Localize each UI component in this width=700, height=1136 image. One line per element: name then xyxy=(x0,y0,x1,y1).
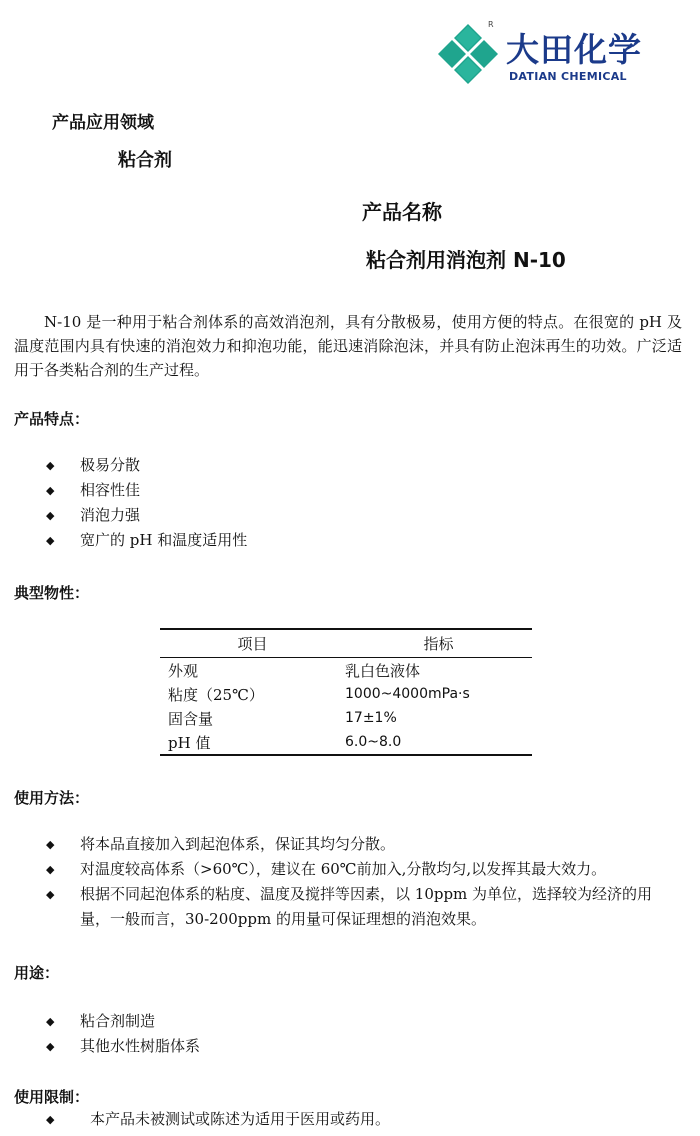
list-item: ◆ 相容性佳 xyxy=(46,478,682,503)
bullet-diamond-icon: ◆ xyxy=(46,838,55,851)
table-cell: 6.0~8.0 xyxy=(345,734,402,750)
restrictions-list xyxy=(46,1107,682,1132)
table-row xyxy=(160,706,532,730)
bullet-diamond-icon: ◆ xyxy=(46,459,55,472)
company-logo xyxy=(436,20,666,90)
table-header-row xyxy=(160,630,532,658)
list-item: ◆ 极易分散 xyxy=(46,453,682,478)
features-list xyxy=(46,453,682,553)
table-cell: 外观 xyxy=(168,661,199,680)
bullet-diamond-icon: ◆ xyxy=(46,1015,55,1028)
table-cell: 17±1% xyxy=(345,710,397,726)
table-cell: pH 值 xyxy=(168,733,211,752)
list-item: ◆ 粘合剂制造 xyxy=(46,1009,682,1034)
logo-name-en: DATIAN CHEMICAL xyxy=(509,70,627,83)
usage-title: 使用方法： xyxy=(14,789,90,807)
applications-title: 用途： xyxy=(14,964,60,982)
table-row xyxy=(160,730,532,754)
product-name-label: 产品名称 xyxy=(362,200,442,224)
logo-name-cn: 大田化学 xyxy=(506,30,642,69)
column-header-spec: 指标 xyxy=(345,630,532,658)
bullet-diamond-icon: ◆ xyxy=(46,484,55,497)
bullet-diamond-icon: ◆ xyxy=(46,534,55,547)
column-header-item: 项目 xyxy=(160,630,345,658)
table-cell: 乳白色液体 xyxy=(345,661,421,680)
registered-mark: R xyxy=(488,20,494,29)
table-row xyxy=(160,682,532,706)
properties-table xyxy=(160,628,532,756)
application-field-label: 产品应用领域 xyxy=(52,113,154,133)
list-item: ◆ 宽广的 pH 和温度适用性 xyxy=(46,528,682,553)
table-cell: 1000~4000mPa·s xyxy=(345,686,470,702)
bullet-diamond-icon: ◆ xyxy=(46,1113,55,1126)
product-name-value: 粘合剂用消泡剂 N-10 xyxy=(366,248,566,272)
list-item: ◆ 对温度较高体系（>60℃），建议在 60℃前加入,分散均匀,以发挥其最大效力。 xyxy=(46,857,682,882)
list-item: ◆ 根据不同起泡体系的粘度、温度及搅拌等因素，以 10ppm 为单位，选择较为经济的用量，一般而言，30-200ppm 的用量可保证理想的消泡效果。 xyxy=(46,882,682,932)
bullet-diamond-icon: ◆ xyxy=(46,863,55,876)
list-item: ◆ 其他水性树脂体系 xyxy=(46,1034,682,1059)
diamond-grid-logo-icon xyxy=(436,24,500,88)
applications-list xyxy=(46,1009,682,1059)
list-item: ◆ 将本品直接加入到起泡体系，保证其均匀分散。 xyxy=(46,832,682,857)
properties-title: 典型物性： xyxy=(14,584,90,602)
features-title: 产品特点： xyxy=(14,410,90,428)
usage-list xyxy=(46,832,682,932)
bullet-diamond-icon: ◆ xyxy=(46,509,55,522)
bullet-diamond-icon: ◆ xyxy=(46,1040,55,1053)
list-item: ◆ 本产品未被测试或陈述为适用于医用或药用。 xyxy=(46,1107,682,1132)
table-cell: 粘度（25℃） xyxy=(168,685,264,704)
bullet-diamond-icon: ◆ xyxy=(46,888,55,901)
list-item: ◆ 消泡力强 xyxy=(46,503,682,528)
table-row xyxy=(160,658,532,683)
table-cell: 固含量 xyxy=(168,709,214,728)
restrictions-title: 使用限制： xyxy=(14,1088,90,1106)
application-field-value: 粘合剂 xyxy=(118,150,172,171)
intro-paragraph: N-10 是一种用于粘合剂体系的高效消泡剂，具有分散极易，使用方便的特点。在很宽的 pH 及温度范围内具有快速的消泡效力和抑泡功能，能迅速消除泡沫，并具有防止泡沫再生的功效。广泛适用于各类粘合剂的生产过程。 xyxy=(14,313,682,379)
